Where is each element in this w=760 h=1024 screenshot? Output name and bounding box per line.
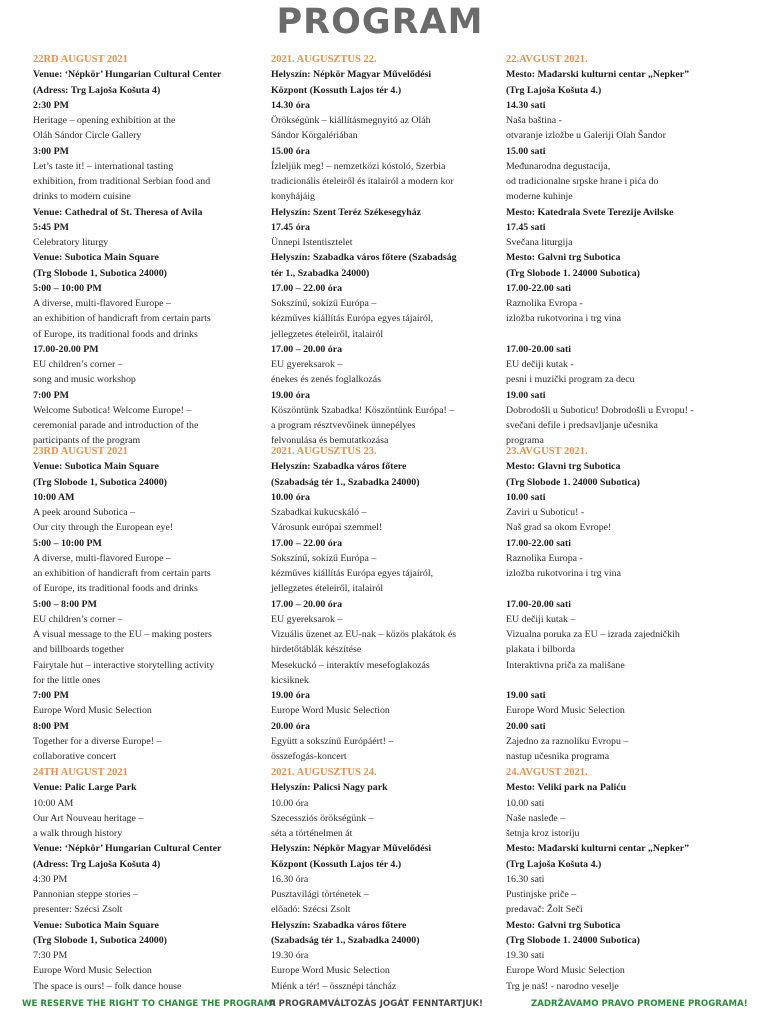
event-text: Szabadkai kukucskáló – [271, 507, 367, 518]
footer-note-hungarian: A PROGRAMVÁLTOZÁS JOGÁT FENNTARTJUK! [269, 999, 483, 1009]
event-time: 10:00 AM [33, 491, 75, 503]
event-text: Europe Word Music Selection [271, 965, 390, 977]
event-text: Köszöntünk Szabadka! Köszöntünk Európa! – [271, 404, 455, 416]
event-text: Oláh Sándor Circle Gallery [33, 130, 142, 142]
venue-label: Mesto: Mađarski kulturni centar „Nepker” [506, 69, 690, 81]
venue-label: Helyszín: Szabadka város főtere [271, 919, 407, 931]
event-text: Naše nasleđe – [506, 812, 566, 824]
venue-label: Központ (Kossuth Lajos tér 4.) [271, 858, 402, 870]
event-text: Europe Word Music Selection [271, 705, 390, 717]
venue-label: Mesto: Mađarski kulturni centar „Nepker” [506, 843, 690, 855]
event-text: EU children’s corner – [33, 613, 123, 625]
event-text: svečani defile i predsavljanje učesnika [506, 420, 658, 431]
day-block [33, 52, 265, 449]
event-text: A diverse, multi-flavored Europe – [33, 552, 171, 564]
event-text: plakata i bilborda [506, 644, 576, 656]
event-time: 7:00 PM [33, 690, 69, 701]
event-text: kézműves kiállítás Európa egyes tájairól, [271, 313, 434, 325]
event-time: 19.00 sati [506, 389, 546, 401]
event-text: exhibition, from traditional Serbian food and [33, 176, 211, 187]
footer-note-serbian: ZADRŽAVAMO PRAVO PROMENE PROGRAMA! [531, 999, 748, 1009]
event-text: for the little ones [33, 674, 101, 686]
event-text: presenter: Szécsi Zsolt [33, 904, 123, 916]
event-time: 17.00-22.00 sati [506, 282, 572, 294]
event-time: 17.00 – 22.00 óra [271, 282, 343, 294]
event-text: tradicionális ételeiről és italairól a modern kor [271, 176, 454, 187]
event-time: 19.00 óra [271, 389, 310, 401]
event-text: 10:00 AM [33, 797, 74, 809]
event-text: kézműves kiállítás Európa egyes tájairól, [271, 568, 434, 579]
event-text: a walk through history [33, 828, 123, 839]
event-text: Zaviri u Suboticu! - [506, 507, 585, 518]
venue-label: (Trg Slobode 1. 24000 Subotica) [506, 476, 640, 488]
event-time: 17.00-22.00 sati [506, 537, 572, 549]
event-text: Dobrodošli u Suboticu! Dobrodošli u Evropu! - [506, 404, 694, 416]
event-text: Heritage – opening exhibition at the [33, 115, 176, 126]
venue-label: (Adress: Trg Lajoša Košuta 4) [33, 84, 161, 96]
event-text: moderne kuhinje [506, 191, 573, 203]
event-time: 14.30 óra [271, 99, 310, 111]
event-text: Međunarodna degustacija, [506, 160, 611, 172]
event-text: otvaranje izložbe u Galeriji Olah Šandor [506, 130, 666, 142]
event-text: összefogás-koncert [271, 751, 347, 762]
event-time: 8:00 PM [33, 720, 69, 732]
event-text: Raznolika Europa - [506, 552, 583, 564]
event-text: A visual message to the EU – making posters [33, 629, 212, 640]
event-text: a program résztvevőinek ünnepélyes [271, 420, 416, 431]
spacer [506, 581, 738, 596]
event-text: Örökségünk – kiállításmegnyitó az Oláh [271, 115, 431, 126]
event-text: and billboards together [33, 644, 125, 656]
event-time: 17.00 – 20.00 óra [271, 598, 343, 610]
event-text: Sokszínű, sokízű Európa – [271, 298, 377, 309]
day-date-heading: 23.AVGUST 2021. [506, 446, 588, 457]
event-text: song and music workshop [33, 374, 136, 386]
event-time: 5:00 – 10:00 PM [33, 537, 102, 549]
page-title: PROGRAM [276, 2, 484, 42]
spacer [506, 673, 738, 688]
venue-label: Venue: Subotica Main Square [33, 461, 159, 473]
event-text: Svečana liturgija [506, 237, 573, 248]
venue-label: Venue: Subotica Main Square [33, 252, 159, 264]
venue-label: Venue: Palic Large Park [33, 782, 137, 794]
event-text: hirdetőtáblák készítése [271, 644, 362, 656]
event-text: Fairytale hut – interactive storytelling activity [33, 659, 215, 671]
event-time: 14.30 sati [506, 99, 546, 111]
venue-label: (Trg Lajoša Košuta 4.) [506, 858, 602, 870]
event-text: Sándor Körgalériában [271, 130, 358, 142]
venue-label: (Trg Lajoša Košuta 4.) [506, 84, 602, 96]
event-text: Pustinjske priče – [506, 889, 577, 900]
event-text: Városunk európai szemmel! [271, 522, 383, 534]
event-text: Sokszínű, sokízű Európa – [271, 552, 377, 564]
event-text: Ünnepi Istentisztelet [271, 237, 353, 248]
event-time: 5:00 – 8:00 PM [33, 598, 97, 610]
event-time: 19.00 óra [271, 690, 310, 701]
event-time: 17.00 – 20.00 óra [271, 343, 343, 355]
event-text: 19.30 óra [271, 950, 309, 961]
event-text: Vizualna poruka za EU – izrada zajedničkih [506, 629, 680, 640]
event-text: drinks to modern cuisine [33, 191, 131, 203]
event-text: Pusztavilági történetek – [271, 889, 369, 900]
event-text: EU children’s corner – [33, 359, 123, 370]
venue-label: Mesto: Veliki park na Paliću [506, 782, 627, 794]
event-text: The space is ours! – folk dance house [33, 980, 182, 992]
event-text: šetnja kroz istoriju [506, 828, 580, 839]
event-time: 10.00 óra [271, 491, 310, 503]
event-text: Europe Word Music Selection [506, 965, 625, 977]
event-time: 7:00 PM [33, 389, 69, 401]
event-text: jellegzetes ételeiről, italairól [271, 583, 384, 595]
event-time: 17.00-20.00 sati [506, 598, 572, 610]
event-text: Trg je naš! - narodno veselje [506, 980, 619, 992]
venue-label: Venue: Cathedral of St. Theresa of Avila [33, 206, 203, 218]
event-text: pesni i muzički program za decu [506, 374, 635, 386]
event-text: participants of the program [33, 435, 141, 447]
event-time: 3:00 PM [33, 145, 69, 157]
event-text: EU dečiji kutak – [506, 613, 576, 625]
event-text: Our Art Nouveau heritage – [33, 812, 144, 824]
day-date-heading: 2021. AUGUSZTUS 22. [271, 54, 377, 65]
event-text: énekes és zenés foglalkozás [271, 374, 381, 386]
venue-label: Helyszín: Népkör Magyar Művelődési [271, 843, 432, 855]
event-text: felvonulása és bemutatkozása [271, 435, 389, 447]
spacer [506, 327, 738, 342]
day-block [33, 444, 265, 764]
event-text: of Europe, its traditional foods and drinks [33, 583, 198, 595]
venue-label: Helyszín: Szent Teréz Székesegyház [271, 206, 422, 218]
event-time: 15.00 óra [271, 145, 310, 157]
venue-label: Venue: ‘Népkör’ Hungarian Cultural Center [33, 843, 222, 855]
event-text: collaborative concert [33, 751, 117, 762]
event-time: 17.00-20.00 sati [506, 343, 572, 355]
venue-label: (Trg Slobode 1, Subotica 24000) [33, 267, 167, 279]
event-text: A diverse, multi-flavored Europe – [33, 298, 171, 309]
day-block [271, 52, 503, 449]
event-text: programa [506, 435, 544, 447]
event-text: kicsiknek [271, 674, 309, 686]
event-text: Together for a diverse Europe! – [33, 735, 162, 747]
event-time: 2:30 PM [33, 99, 69, 111]
event-text: izložba rukotvorina i trg vina [506, 313, 621, 325]
event-text: séta a történelmen át [271, 828, 353, 839]
event-text: predavač: Žolt Seči [506, 904, 583, 916]
day-date-heading: 22RD AUGUST 2021 [33, 54, 128, 65]
day-date-heading: 22.AVGUST 2021. [506, 54, 588, 65]
event-text: konyhájáig [271, 191, 315, 203]
event-text: 19.30 sati [506, 950, 545, 961]
event-text: jellegzetes ételeiről, italairól [271, 328, 384, 340]
event-time: 5:45 PM [33, 221, 69, 233]
venue-label: Mesto: Galvni trg Subotica [506, 252, 621, 264]
event-text: Ízleljük meg! – nemzetközi kóstoló, Szerbia [271, 160, 446, 172]
event-time: 20.00 óra [271, 720, 310, 732]
venue-label: Helyszín: Népkör Magyar Művelődési [271, 69, 432, 81]
event-text: 16.30 óra [271, 873, 309, 885]
day-date-heading: 2021. AUGUSZTUS 24. [271, 767, 377, 778]
event-text: EU gyereksarok – [271, 613, 343, 625]
day-block [506, 52, 738, 449]
day-date-heading: 24TH AUGUST 2021 [33, 767, 128, 778]
event-text: 16.30 sati [506, 873, 545, 885]
event-time: 17.45 óra [271, 221, 310, 233]
day-block [506, 444, 738, 764]
event-text: 10.00 óra [271, 797, 309, 809]
event-text: 7:30 PM [33, 950, 68, 961]
event-text: Let’s taste it! – international tasting [33, 160, 174, 172]
venue-label: (Szabadság tér 1., Szabadka 24000) [271, 476, 420, 488]
venue-label: Helyszín: Szabadka város főtere [271, 461, 407, 473]
venue-label: (Trg Slobode 1. 24000 Subotica) [506, 267, 640, 279]
event-text: Welcome Subotica! Welcome Europe! – [33, 404, 192, 416]
event-text: 10.00 sati [506, 797, 545, 809]
event-text: izložba rukotvorina i trg vina [506, 568, 621, 579]
event-text: előadó: Szécsi Zsolt [271, 904, 351, 916]
event-time: 5:00 – 10:00 PM [33, 282, 102, 294]
event-time: 17.45 sati [506, 221, 546, 233]
event-text: A peek around Subotica – [33, 507, 136, 518]
venue-label: tér 1., Szabadka 24000) [271, 267, 370, 279]
day-block [271, 444, 503, 764]
venue-label: Mesto: Glavni trg Subotica [506, 461, 621, 473]
event-text: Pannonian steppe stories – [33, 889, 139, 900]
event-text: Mesekuckó – interaktív mesefoglakozás [271, 659, 430, 671]
venue-label: Mesto: Galvni trg Subotica [506, 919, 621, 931]
day-block [271, 765, 503, 994]
event-text: Raznolika Evropa - [506, 298, 583, 309]
footer-note-english: WE RESERVE THE RIGHT TO CHANGE THE PROGRAM! [22, 999, 277, 1009]
venue-label: (Szabadság tér 1., Szabadka 24000) [271, 934, 420, 946]
event-text: Naša baština - [506, 115, 562, 126]
event-text: Interaktivna priča za mališane [506, 659, 625, 671]
event-text: Europe Word Music Selection [33, 965, 152, 977]
event-text: Europe Word Music Selection [506, 705, 625, 717]
venue-label: (Adress: Trg Lajoša Košuta 4) [33, 858, 161, 870]
venue-label: Helyszín: Palicsi Nagy park [271, 782, 388, 794]
event-text: Miénk a tér! – össznépi táncház [271, 980, 397, 992]
venue-label: (Trg Slobode 1, Subotica 24000) [33, 934, 167, 946]
event-text: EU dečiji kutak - [506, 359, 574, 370]
event-text: Naš grad sa okom Evrope! [506, 522, 612, 534]
event-text: Vizuális üzenet az EU-nak – közös plakátok és [271, 629, 457, 640]
day-date-heading: 23RD AUGUST 2021 [33, 446, 128, 457]
day-block [33, 765, 265, 994]
venue-label: (Trg Slobode 1. 24000 Subotica) [506, 934, 640, 946]
event-text: Celebratory liturgy [33, 237, 109, 248]
footer-disclaimer [0, 996, 760, 1012]
event-text: 4:30 PM [33, 873, 68, 885]
event-time: 10.00 sati [506, 491, 546, 503]
event-text: an exhibition of handicraft from certain parts [33, 568, 211, 579]
event-time: 17.00-20.00 PM [33, 343, 99, 355]
event-text: an exhibition of handicraft from certain parts [33, 313, 211, 325]
venue-label: Helyszín: Szabadka város főtere (Szabadság [271, 252, 457, 264]
venue-label: Központ (Kossuth Lajos tér 4.) [271, 84, 402, 96]
event-text: Szecessziós örökségünk – [271, 812, 374, 824]
event-text: ceremonial parade and introduction of the [33, 420, 199, 431]
venue-label: Venue: Subotica Main Square [33, 919, 159, 931]
event-time: 17.00 – 22.00 óra [271, 537, 343, 549]
day-date-heading: 24.AVGUST 2021. [506, 767, 588, 778]
event-text: EU gyereksarok – [271, 359, 343, 370]
event-text: Europe Word Music Selection [33, 705, 152, 717]
event-time: 15.00 sati [506, 145, 546, 157]
event-time: 19.00 sati [506, 690, 546, 701]
event-text: of Europe, its traditional foods and drinks [33, 328, 198, 340]
day-block [506, 765, 738, 994]
event-text: Our city through the European eye! [33, 522, 174, 534]
day-date-heading: 2021. AUGUSZTUS 23. [271, 446, 377, 457]
event-time: 20.00 sati [506, 720, 546, 732]
event-text: Zajedno za raznoliku Evropu – [506, 735, 629, 747]
event-text: Együtt a sokszínű Európáért! – [271, 735, 394, 747]
event-text: nastup učesnika programa [506, 751, 610, 762]
venue-label: (Trg Slobode 1, Subotica 24000) [33, 476, 167, 488]
venue-label: Venue: ‘Népkör’ Hungarian Cultural Center [33, 69, 222, 81]
event-text: od tradicionalne srpske hrane i pića do [506, 176, 659, 187]
venue-label: Mesto: Katedrala Svete Terezije Avilske [506, 206, 674, 218]
